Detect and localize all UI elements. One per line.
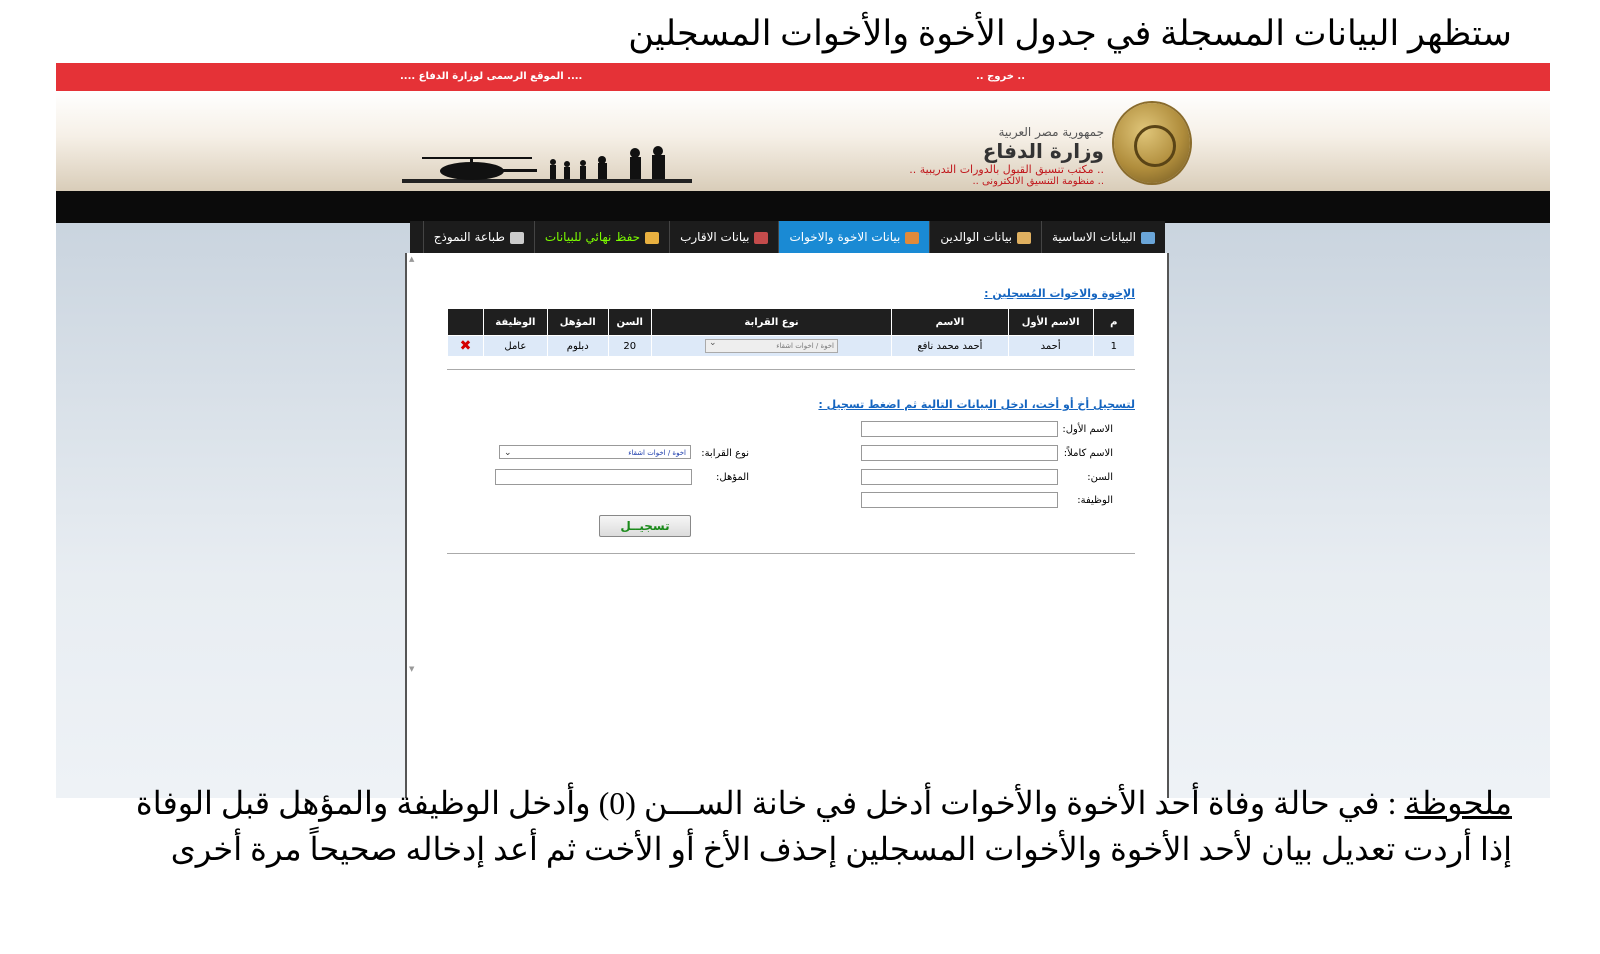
row-first-name: أحمد (1008, 336, 1093, 357)
first-name-label: الاسم الأول: (1062, 424, 1113, 435)
relation-label: نوع القرابة: (701, 448, 749, 459)
republic-label: جمهورية مصر العربية (998, 125, 1104, 139)
printer-icon (510, 232, 524, 244)
tab-siblings-data[interactable] (778, 221, 929, 253)
col-header: م (1093, 309, 1134, 336)
row-relation-cell (651, 336, 891, 357)
col-header: المؤهل (547, 309, 608, 336)
row-delete-cell (448, 336, 484, 357)
tab-label: طباعة النموذج (433, 230, 505, 244)
row-number: 1 (1093, 336, 1134, 357)
row-job: عامل (483, 336, 547, 357)
office-label: .. مكتب تنسيق القبول بالدورات التدريبية .. (909, 163, 1104, 176)
siblings-panel (405, 253, 1169, 798)
col-header (448, 309, 484, 336)
full-name-input[interactable] (861, 445, 1058, 461)
note-label: ملحوظة (1404, 785, 1512, 821)
note-caption (50, 780, 1512, 872)
age-input[interactable] (861, 469, 1058, 485)
job-label: الوظيفة: (1077, 495, 1113, 506)
soldiers-helicopter-illustration (402, 133, 692, 193)
exit-link[interactable]: .. خروج .. (976, 71, 1026, 82)
ministry-emblem-icon (1114, 103, 1190, 183)
scroll-up-icon[interactable]: ▲ (409, 255, 415, 263)
top-caption: ستظهر البيانات المسجلة في جدول الأخوة والأخوات المسجلين (628, 14, 1512, 53)
row-qualification: دبلوم (547, 336, 608, 357)
age-label: السن: (1087, 472, 1113, 483)
tab-label: بيانات الوالدين (940, 230, 1012, 244)
tab-final-save[interactable] (534, 221, 669, 253)
row-age: 20 (608, 336, 651, 357)
scroll-down-icon[interactable]: ▼ (409, 665, 415, 673)
full-name-label: الاسم كاملاً: (1063, 448, 1113, 459)
registered-siblings-title: الإخوة والاخوات المُسجلين : (984, 287, 1135, 300)
col-header: نوع القرابة (651, 309, 891, 336)
job-input[interactable] (861, 492, 1058, 508)
tab-label: بيانات الاقارب (680, 230, 750, 244)
row-relation-select[interactable]: ⌄ اخوة / اخوات اشقاء (705, 339, 838, 353)
tab-basic-data[interactable] (1041, 221, 1165, 253)
col-header: الوظيفة (483, 309, 547, 336)
note-text-1: : في حالة وفاة أحد الأخوة والأخوات أدخل في خانة الســـن (0) وأدخل الوظيفة والمؤهل قبل الوفاة (135, 785, 1405, 821)
relation-select[interactable] (499, 445, 691, 459)
row-full-name: أحمد محمد نافع (892, 336, 1008, 357)
main-tabs (410, 221, 1165, 253)
tab-label: حفظ نهائي للبيانات (544, 230, 641, 244)
tab-print-form[interactable] (423, 221, 534, 253)
col-header: الاسم الأول (1008, 309, 1093, 336)
registered-siblings-table (447, 308, 1135, 357)
siblings-icon (905, 232, 919, 244)
first-name-input[interactable] (861, 421, 1058, 437)
header-black-bar (56, 191, 1550, 223)
qualification-label: المؤهل: (716, 472, 749, 483)
qualification-input[interactable] (495, 469, 692, 485)
ministry-label: وزارة الدفاع (982, 139, 1104, 163)
divider (447, 369, 1135, 370)
tab-relatives-data[interactable] (669, 221, 778, 253)
delete-icon[interactable]: ✖ (459, 338, 472, 354)
note-line-2: إذا أردت تعديل بيان لأحد الأخوة والأخوات المسجلين إحذف الأخ أو الأخت ثم أعد إدخاله صحيحاً مرة أخرى (170, 831, 1512, 867)
tab-label: بيانات الاخوة والاخوات (789, 230, 901, 244)
top-red-bar (56, 63, 1550, 91)
relatives-icon (754, 232, 768, 244)
app-screenshot (56, 63, 1550, 798)
parents-icon (1017, 232, 1031, 244)
relation-select-value: اخوة / اخوات اشقاء (628, 449, 686, 457)
tab-parents-data[interactable] (929, 221, 1041, 253)
note-line-1 (50, 780, 1512, 826)
table-header-row (448, 309, 1135, 336)
save-folder-icon (645, 232, 659, 244)
tab-label: البيانات الاساسية (1052, 230, 1136, 244)
divider (447, 553, 1135, 554)
col-header: الاسم (892, 309, 1008, 336)
register-form-title: لتسجيل أخ أو أخت، ادخل البيانات التالية ثم اضغط تسجيل : (818, 398, 1135, 411)
official-site-link[interactable]: .... الموقع الرسمى لوزارة الدفاع .... (400, 71, 583, 82)
ministry-title-block (864, 125, 1104, 187)
chevron-down-icon: ⌄ (504, 448, 512, 458)
col-header: السن (608, 309, 651, 336)
header-banner (56, 91, 1550, 191)
table-row (448, 336, 1135, 357)
person-icon (1141, 232, 1155, 244)
register-button[interactable]: تسجيــل (599, 515, 691, 537)
panel-scrollbar[interactable] (409, 255, 417, 673)
system-label: .. منظومة التنسيق الالكترونى .. (972, 176, 1104, 187)
